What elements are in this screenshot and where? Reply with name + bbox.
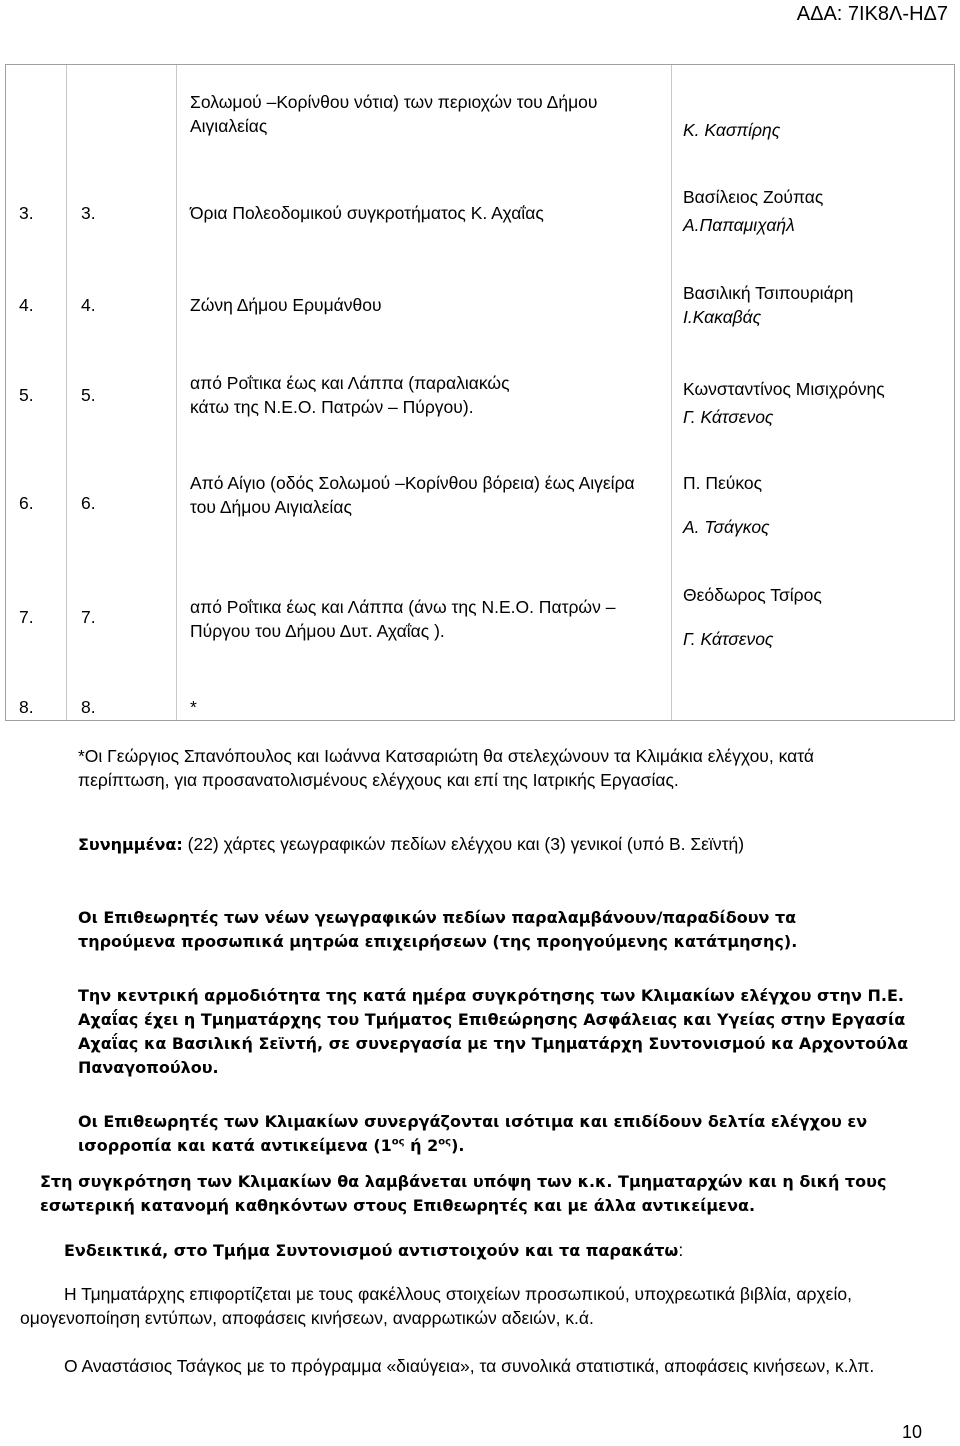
page-number: 10 [901,1422,922,1442]
row-area: Όρια Πολεοδομικού συγκροτήματος Κ. Αχαΐας [190,203,544,223]
attachments-text: (22) χάρτες γεωγραφικών πεδίων ελέγχου και (3) γενικοί (υπό Β. Σεϊντή) [182,834,745,854]
row-person-1: Π. Πεύκος [683,473,763,493]
row-person-1: Κωνσταντίνος Μισιχρόνης [683,379,885,399]
note-star: *Οι Γεώργιος Σπανόπουλος και Ιωάννα Κατσαριώτη θα στελεχώνουν τα Κλιμάκια ελέγχου, κατά περίπτωση, για προσανατολισμένους ελέγχους και επί της Ιατρικής Εργασίας. [78,746,815,790]
cooperation-end: ). [451,1136,465,1155]
row-num: 6. [19,493,34,513]
paragraph-cooperation [78,1110,908,1158]
row-area: Σολωμού –Κορίνθου νότια) των περιοχών του Δήμου Αιγιαλείας [190,92,598,136]
row-area: * [190,697,197,717]
attachments-note [78,832,918,857]
row-person-1: Βασίλειος Ζούπας [683,187,824,207]
paragraph-responsibility: Την κεντρική αρμοδιότητα της κατά ημέρα συγκρότησης των Κλιμακίων ελέγχου στην Π.Ε. Αχαΐας έχει η Τμηματάρχης του Τμήματος Επιθεώρησης Ασφάλειας και Υγείας στην Εργασία Αχαΐας κα Βασιλική Σεϊντή, σε συνεργασία με την Τμηματάρχη Συντονισμού κα Αρχοντούλα Παναγοπούλου. [78,986,909,1077]
paragraph-indicative [64,1238,924,1263]
row-person-2: Κ. Κασπίρης [683,120,781,140]
paragraph-head-duties: Η Τμηματάρχης επιφορτίζεται με τους φακέλλους στοιχείων προσωπικού, υποχρεωτικά βιβλία, αρχείο, ομογενοποίηση εντύπων, αποφάσεις κινήσεων, αναρρωτικών αδειών, κ.ά. [20,1284,852,1328]
row-num: 5. [19,385,34,405]
row-num-2: 3. [81,203,96,223]
row-num-2: 7. [81,607,96,627]
row-num-2: 8. [81,697,96,717]
row-area: Από Αίγιο (οδός Σολωμού –Κορίνθου βόρεια) έως Αιγείρα του Δήμου Αιγιαλείας [190,473,635,517]
row-area: από Ροΐτικα έως και Λάππα (άνω της Ν.Ε.Ο. Πατρών – Πύργου του Δήμου Δυτ. Αχαΐας ). [190,597,616,641]
row-num: 7. [19,607,34,627]
row-num: 4. [19,295,34,315]
row-num-2: 5. [81,385,96,405]
row-person-2: Α. Τσάγκος [683,517,770,537]
superscript: ος [438,1136,452,1148]
cooperation-text: Οι Επιθεωρητές των Κλιμακίων συνεργάζονται ισότιμα και επιδίδουν δελτία ελέγχου εν ισορροπία και κατά αντικείμενα (1 [78,1112,868,1155]
paragraph-allocation: Στη συγκρότηση των Κλιμακίων θα λαμβάνεται υπόψη των κ.κ. Τμηματαρχών και η δική τους εσωτερική κατανομή καθηκόντων στους Επιθεωρητές και με άλλα αντικείμενα. [40,1172,887,1215]
row-person-1: Βασιλική Τσιπουριάρη [683,283,854,303]
row-num-2: 4. [81,295,96,315]
row-person-2: Γ. Κάτσενος [683,629,774,649]
row-area: Ζώνη Δήμου Ερυμάνθου [190,295,382,315]
row-area: από Ροΐτικα έως και Λάππα (παραλιακώς κάτω της Ν.Ε.Ο. Πατρών – Πύργου). [190,373,510,417]
attachments-label: Συνημμένα: [78,835,183,854]
paragraph-handover: Οι Επιθεωρητές των νέων γεωγραφικών πεδίων παραλαμβάνουν/παραδίδουν τα τηρούμενα προσωπικά μητρώα επιχειρήσεων (της προηγούμενης κατάτμησης). [78,908,798,951]
indicative-colon: : [678,1240,684,1260]
cooperation-mid: ή 2 [404,1136,439,1155]
paragraph-tsagkos-duties: Ο Αναστάσιος Τσάγκος με το πρόγραμμα «διαύγεια», τα συνολικά στατιστικά, αποφάσεις κινήσεων, κ.λπ. [64,1356,875,1376]
areas-table [5,64,955,721]
row-person-2: Ι.Κακαβάς [683,307,762,327]
row-person-2: Γ. Κάτσενος [683,407,774,427]
row-person-1: Θεόδωρος Τσίρος [683,585,822,605]
row-num-2: 6. [81,493,96,513]
superscript: ος [391,1136,405,1148]
row-num: 3. [19,203,34,223]
indicative-label: Ενδεικτικά, στο Τμήμα Συντονισμού αντιστοιχούν και τα παρακάτω [64,1241,679,1260]
row-num: 8. [19,697,34,717]
ada-code: ΑΔΑ: 7ΙΚ8Λ-ΗΔ7 [796,3,948,25]
row-person-2: Α.Παπαμιχαήλ [683,215,795,235]
